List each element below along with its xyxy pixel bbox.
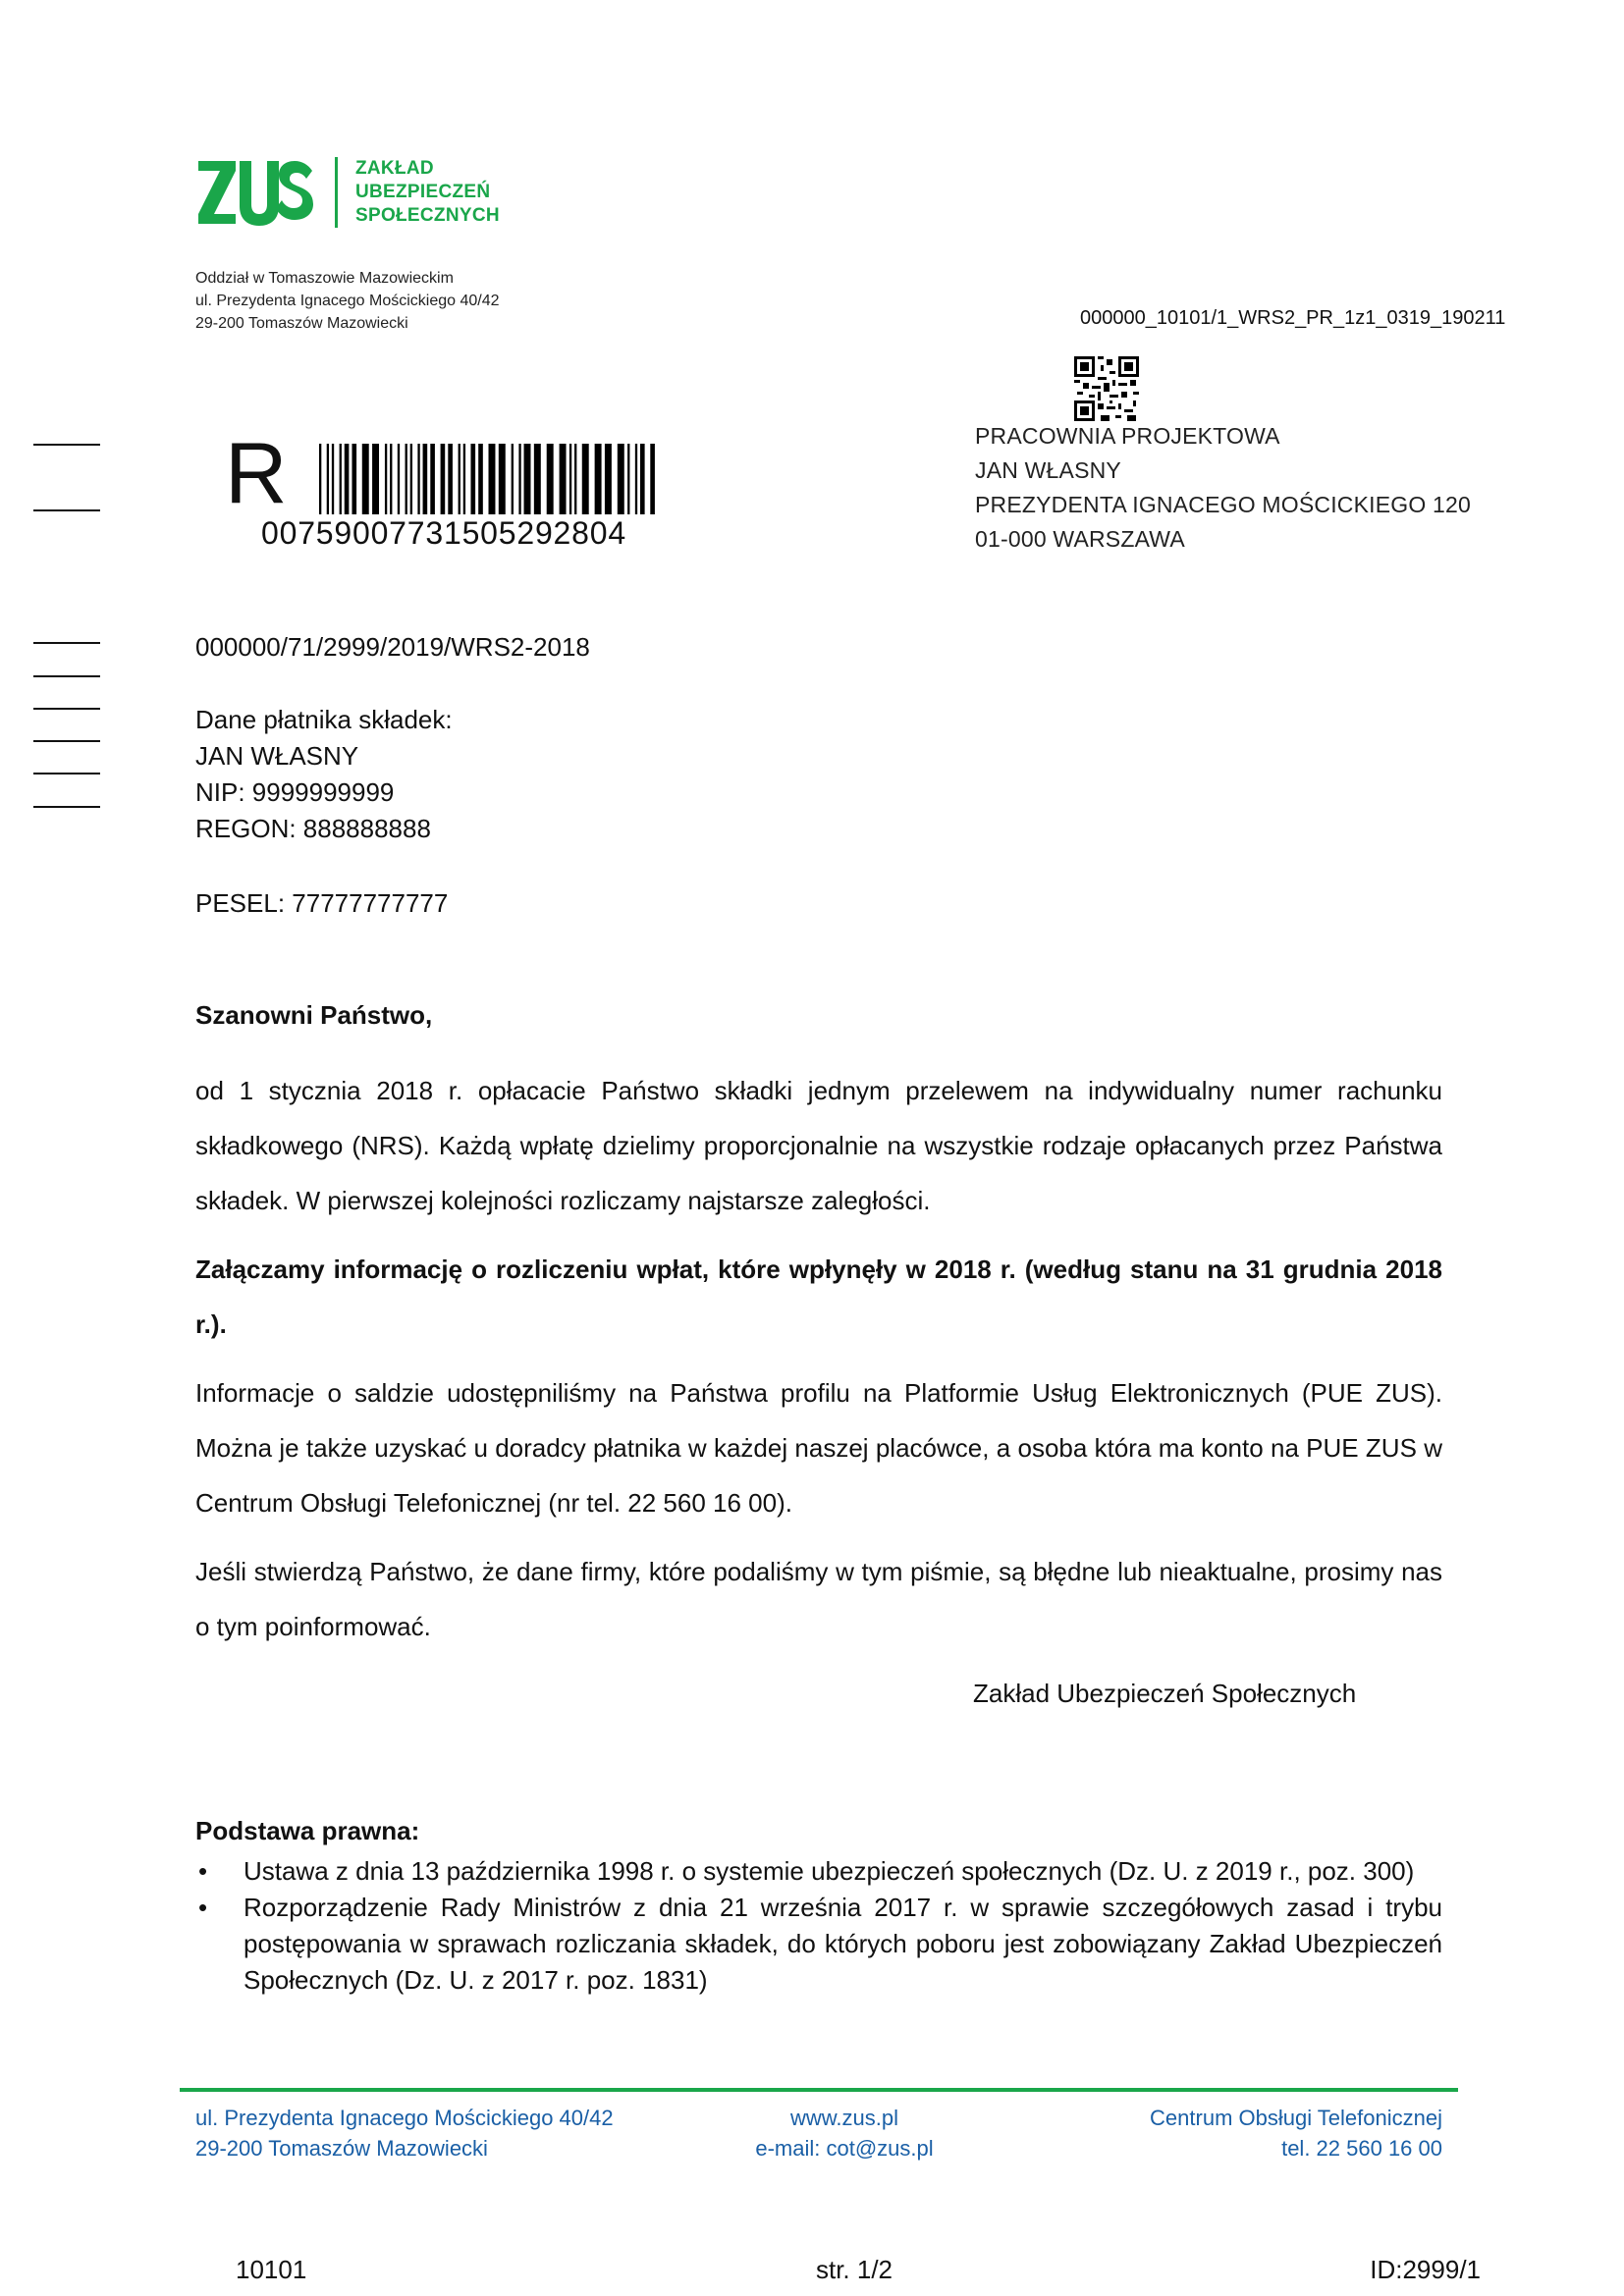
barcode-bar: [489, 444, 496, 514]
zus-logo-mark: [196, 157, 314, 228]
barcode-bar: [569, 444, 571, 514]
salutation: Szanowni Państwo,: [195, 1000, 433, 1030]
recipient-line: JAN WŁASNY: [975, 457, 1121, 483]
footer-website-link[interactable]: www.zus.pl: [789, 2106, 899, 2130]
page-footer-code: 10101: [236, 2255, 307, 2284]
registered-letter-mark: R: [225, 424, 288, 521]
page-number: str. 1/2: [815, 2255, 893, 2284]
registered-number: 00759007731505292804: [261, 515, 626, 551]
barcode-bar: [417, 444, 419, 514]
barcode-bar: [547, 444, 554, 514]
payer-regon: REGON: 888888888: [195, 814, 431, 843]
paragraph-4: Jeśli stwierdzą Państwo, że dane firmy, które podaliśmy w tym piśmie, są błędne lub nieaktualne, prosimy nas o tym poinformować.: [195, 1557, 1442, 1641]
footer-email-link[interactable]: e-mail: cot@zus.pl: [755, 2136, 934, 2161]
list-item: [195, 1890, 1442, 1999]
page-footer-id: ID:2999/1: [1370, 2255, 1481, 2284]
footer-address-line: 29-200 Tomaszów Mazowiecki: [195, 2136, 488, 2161]
closing-signature: Zakład Ubezpieczeń Społecznych: [973, 1679, 1357, 1708]
barcode-bar: [518, 444, 520, 514]
footer-rule: [180, 2088, 1458, 2092]
barcode-bar: [398, 444, 400, 514]
logo-wordmark: [355, 157, 500, 228]
barcode-bar: [441, 444, 446, 514]
barcode-bar: [478, 444, 483, 514]
footer-contact: [687, 2103, 1001, 2163]
footer-address-line: ul. Prezydenta Ignacego Mościckiego 40/42: [195, 2106, 614, 2130]
barcode-bar: [627, 444, 629, 514]
barcode-bar: [345, 444, 350, 514]
legal-item-text: Rozporządzenie Rady Ministrów z dnia 21 września 2017 r. w sprawie szczegółowych zasad i trybu postępowania w sprawach rozliczania składek, do których poboru jest zobowiązany Zakład Ubezpieczeń Społecznych (Dz. U. z 2017 r. poz. 1831): [244, 1893, 1442, 1995]
barcode-bar: [385, 444, 387, 514]
barcode-bar: [430, 444, 435, 514]
barcode-bar: [423, 444, 428, 514]
barcode-bar: [618, 444, 624, 514]
branch-line: 29-200 Tomaszów Mazowiecki: [195, 315, 408, 332]
barcode-bar: [332, 444, 334, 514]
bullet-icon: •: [198, 1856, 208, 1886]
barcode-bar: [390, 444, 392, 514]
barcode-bar: [406, 444, 407, 514]
logo-divider: [335, 157, 338, 228]
logo-line: SPOŁECZNYCH: [355, 205, 500, 226]
logo-line: ZAKŁAD: [355, 158, 434, 179]
barcode-bar: [635, 444, 637, 514]
barcode-bar: [582, 444, 589, 514]
fold-mark: [33, 773, 100, 774]
barcode-bar: [459, 444, 460, 514]
barcode-bar: [319, 444, 321, 514]
fold-mark: [33, 675, 100, 677]
fold-mark: [33, 740, 100, 742]
fold-mark: [33, 509, 100, 511]
paragraph-2: Załączamy informację o rozliczeniu wpłat, które wpłynęły w 2018 r. (według stanu na 31 grudnia 2018 r.).: [195, 1255, 1442, 1339]
barcode-bar: [534, 444, 541, 514]
barcode-bar: [560, 444, 567, 514]
paragraph-3: Informacje o saldzie udostępniliśmy na Państwa profilu na Platformie Usług Elektronicznych (PUE ZUS). Można je także uzyskać u doradcy płatnika w każdej naszej placówce, a osoba która ma konto na PUE ZUS w Centrum Obsługi Telefonicznej (nr tel. 22 560 16 00).: [195, 1378, 1442, 1518]
logo-line: UBEZPIECZEŃ: [355, 182, 491, 202]
footer-cot-label: Centrum Obsługi Telefonicznej: [1150, 2106, 1442, 2130]
legal-basis-list: [195, 1853, 1442, 1999]
branch-address: [195, 267, 500, 335]
barcode-bar: [640, 444, 645, 514]
legal-item-text: Ustawa z dnia 13 października 1998 r. o systemie ubezpieczeń społecznych (Dz. U. z 2019 r., poz. 300): [244, 1856, 1415, 1886]
barcode-bar: [340, 444, 342, 514]
fold-mark: [33, 642, 100, 644]
barcode-bar: [595, 444, 602, 514]
barcode-bar: [362, 444, 369, 514]
legal-basis-title: Podstawa prawna:: [195, 1816, 420, 1845]
recipient-line: PRACOWNIA PROJEKTOWA: [975, 423, 1280, 449]
barcode-bar: [512, 444, 514, 514]
document-code: 000000_10101/1_WRS2_PR_1z1_0319_190211: [1080, 307, 1506, 329]
recipient-line: 01-000 WARSZAWA: [975, 526, 1185, 552]
fold-mark: [33, 806, 100, 808]
barcode-bar: [372, 444, 379, 514]
barcode-bar: [463, 444, 465, 514]
payer-data: [195, 702, 1442, 847]
recipient-line: PREZYDENTA IGNACEGO MOŚCICKIEGO 120: [975, 492, 1472, 517]
barcode-icon: [319, 444, 658, 514]
payer-pesel: PESEL: 77777777777: [195, 888, 449, 918]
barcode-bar: [605, 444, 612, 514]
list-item: [195, 1853, 1442, 1890]
recipient-address: [975, 419, 1471, 557]
datamatrix-code-icon: [1074, 356, 1139, 421]
footer-phone: tel. 22 560 16 00: [1281, 2136, 1442, 2161]
barcode-bar: [352, 444, 356, 514]
barcode-bar: [574, 444, 576, 514]
barcode-bar: [410, 444, 412, 514]
fold-mark: [33, 444, 100, 446]
case-number: 000000/71/2999/2019/WRS2-2018: [195, 632, 590, 662]
barcode-bar: [327, 444, 329, 514]
barcode-bar: [524, 444, 531, 514]
paragraph-1: od 1 stycznia 2018 r. opłacacie Państwo składki jednym przelewem na indywidualny numer rachunku składkowego (NRS). Każdą wpłatę dzielimy proporcjonalnie na wszystkie rodzaje opłacanych przez Państwa składek. W pierwszej kolejności rozliczamy najstarsze zaległości.: [195, 1076, 1442, 1215]
payer-nip: NIP: 9999999999: [195, 777, 395, 807]
fold-mark: [33, 708, 100, 710]
branch-line: ul. Prezydenta Ignacego Mościckiego 40/42: [195, 293, 500, 309]
footer-address: [195, 2103, 614, 2163]
barcode-bar: [470, 444, 475, 514]
footer-call-center: [1060, 2103, 1442, 2163]
barcode-bar: [650, 444, 655, 514]
bullet-icon: •: [198, 1893, 208, 1922]
barcode-bar: [448, 444, 453, 514]
payer-name: JAN WŁASNY: [195, 741, 359, 771]
payer-heading: Dane płatnika składek:: [195, 705, 453, 734]
barcode-bar: [499, 444, 506, 514]
branch-line: Oddział w Tomaszowie Mazowieckim: [195, 270, 454, 287]
